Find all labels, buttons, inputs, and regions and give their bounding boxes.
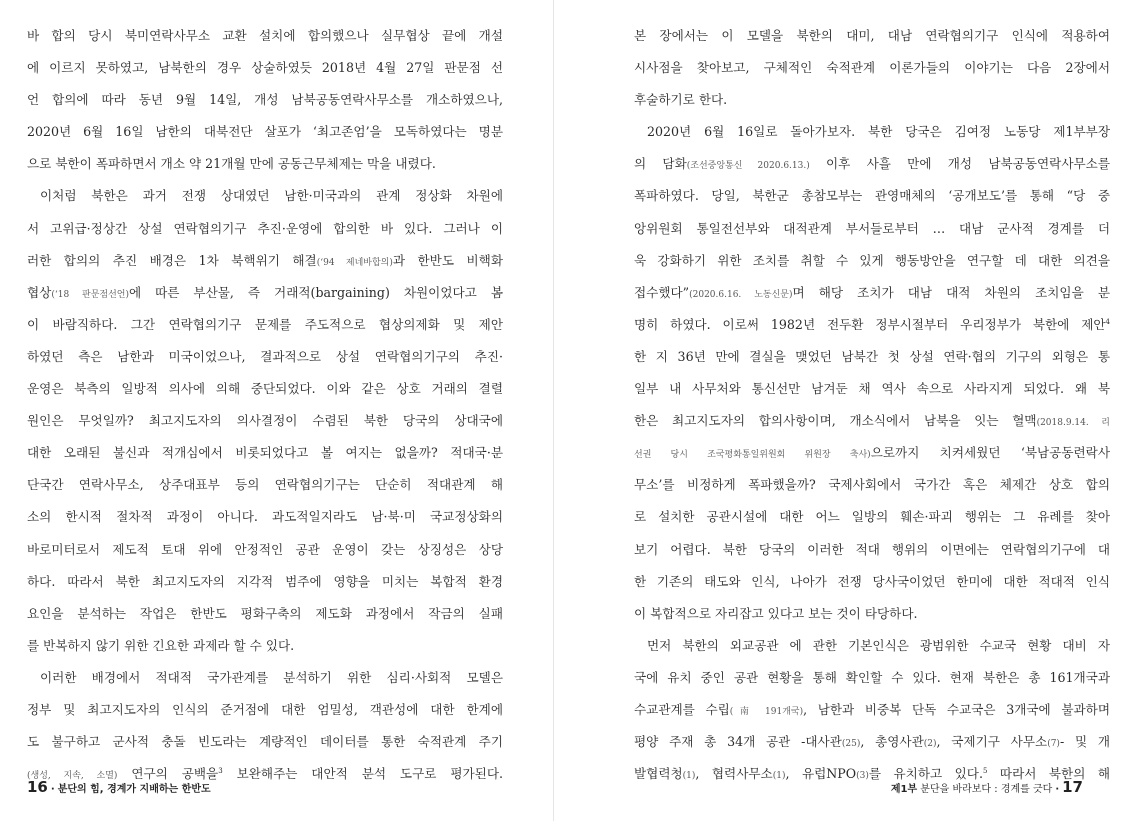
- text-line: 이처럼 북한은 과거 전쟁 상대였던 남한·미국과의 관계 정상화 차원에: [40, 188, 503, 204]
- footer-separator: ·: [50, 784, 55, 795]
- text-line: 수교관계를 수립(南 191개국), 남한과 비중복 단독 수교국은 3개국에 불과하며: [634, 701, 1110, 717]
- footnote-marker: 3: [218, 766, 223, 775]
- text-line: 먼저 북한의 외교공관 에 관한 기본인식은 광범위한 수교국 현황 대비 자: [647, 637, 1110, 653]
- citation: (2018.9.14. 리: [1036, 418, 1110, 429]
- text-line: 로 설치한 공관시설에 대한 어느 일방의 훼손·파괴 행위는 그 유례를 찾아: [634, 509, 1110, 525]
- footer-separator: ·: [1055, 784, 1060, 795]
- text-line: 요인을 분석하는 작업은 한반도 평화구축의 제도화 과정에서 작금의 실패: [27, 605, 503, 621]
- text-line: 국에 유치 중인 공관 현황을 통해 확인할 수 있다. 현재 북한은 총 161개국과: [634, 669, 1110, 685]
- citation: (2020.6.16. 노동신문): [689, 289, 793, 300]
- part-label: 제1부: [890, 784, 918, 795]
- citation: (南 191개국): [729, 706, 804, 717]
- right-page: [570, 0, 1130, 821]
- right-page-footer: [891, 778, 1083, 796]
- left-page: [0, 0, 560, 821]
- citation: (‘18 판문점선언): [51, 289, 129, 300]
- text-line: 발협력청(1), 협력사무소(1), 유럽NPO(3)를 유치하고 있다.$^5$ 따라서 북한의 해: [634, 766, 1110, 782]
- text-line: 이 바람직하다. 그간 연락협의기구 문제를 주도적으로 협상의제화 및 제안: [27, 316, 503, 332]
- citation: 선권 당시 조국평화통일위원회 위원장 축사): [634, 450, 871, 461]
- text-line: 2020년 6월 16일 남한의 대북전단 살포가 ‘최고존엄’을 모독하였다는 명분: [27, 124, 503, 140]
- text-line: 으로 북한이 폭파하면서 개소 약 21개월 만에 공동근무체제는 막을 내렸다.: [27, 156, 436, 172]
- footnote-marker: 5: [982, 766, 988, 775]
- text-line: 언 합의에 따라 동년 9월 14일, 개성 남북공동연락사무소를 개소하였으나,: [27, 92, 503, 108]
- text-line: 를 반복하지 않기 위한 긴요한 과제라 할 수 있다.: [27, 637, 295, 653]
- text-line: 본 장에서는 이 모델을 북한의 대미, 대남 연락협의기구 인식에 적용하여: [634, 28, 1110, 43]
- part-title: 분단을 바라보다 : 경계를 긋다: [920, 784, 1053, 795]
- text-line: 하다. 따라서 북한 최고지도자의 지각적 범주에 영향을 미치는 복합적 환경: [27, 573, 503, 589]
- text-line: 명히 하였다. 이로써 1982년 전두환 정부시절부터 우리정부가 북한에 제안$^4$: [634, 316, 1110, 332]
- text-line: 무소’를 비정하게 폭파했을까? 국제사회에서 국가간 혹은 체제간 상호 합의: [634, 477, 1110, 493]
- text-line: 욱 강화하기 위한 조치를 취할 수 있게 행동방안을 연구할 데 대한 의견을: [634, 252, 1110, 268]
- page-number: 16: [27, 778, 48, 796]
- text-line: 이 복합적으로 자리잡고 있다고 보는 것이 타당하다.: [634, 605, 918, 621]
- text-line: 이러한 배경에서 적대적 국가관계를 분석하기 위한 심리·사회적 모델은: [40, 669, 503, 685]
- text-line: 에 이르지 못하였고, 남북한의 경우 상술하였듯 2018년 4월 27일 판문점 선: [27, 60, 503, 76]
- text-line: 2020년 6월 16일로 돌아가보자. 북한 당국은 김여정 노동당 제1부부장: [647, 124, 1110, 140]
- text-line: 바 합의 당시 북미연락사무소 교환 설치에 합의했으나 실무협상 끝에 개설: [27, 28, 503, 43]
- text-line: 도 불구하고 군사적 충돌 빈도라는 계량적인 데이터를 통한 숙적관계 주기: [27, 734, 503, 750]
- text-line: 대한 오래된 불신과 적개심에서 비롯되었다고 볼 여지는 없을까? 적대국·분: [27, 445, 503, 461]
- citation: (생성, 지속, 소멸): [27, 771, 118, 782]
- text-line: 협상(‘18 판문점선언)에 따른 부산물, 즉 거래적(bargaining) 차원이었다고 봄: [27, 284, 503, 300]
- right-page-body: [634, 20, 1110, 790]
- left-page-body: [27, 20, 503, 790]
- text-line: 한은 최고지도자의 합의사항이며, 개소식에서 남북을 잇는 혈맥(2018.9.14. 리: [634, 413, 1110, 429]
- text-line: 단국간 연락사무소, 상주대표부 등의 연락협의기구는 단순히 적대관계 해: [27, 477, 503, 493]
- text-line: 후술하기로 한다.: [634, 92, 728, 108]
- text-line: 의 담화(조선중앙통신 2020.6.13.) 이후 사흘 만에 개성 남북공동연락사무소를: [634, 156, 1110, 172]
- text-line: 한 기존의 태도와 인식, 나아가 전쟁 당사국이었던 한미에 대한 적대적 인식: [634, 573, 1110, 589]
- text-line: 일부 내 사무처와 통신선만 남겨둔 채 역사 속으로 사라지게 되었다. 왜 북: [634, 381, 1110, 397]
- citation: (조선중앙통신 2020.6.13.): [686, 161, 810, 172]
- text-line: 원인은 무엇일까? 최고지도자의 의사결정이 수렴된 북한 당국의 상대국에: [27, 413, 503, 429]
- text-line: 하였던 측은 남한과 미국이었으나, 결과적으로 상설 연락협의기구의 추진·: [27, 348, 503, 364]
- citation: (‘94 제네바합의): [316, 257, 393, 268]
- footnote-marker: 4: [1105, 317, 1110, 326]
- text-line: 러한 합의의 추진 배경은 1차 북핵위기 해결(‘94 제네바합의)과 한반도 비핵화: [27, 252, 503, 268]
- text-line: 시사점을 찾아보고, 구체적인 숙적관계 이론가들의 이야기는 다음 2장에서: [634, 60, 1110, 76]
- text-line: 정부 및 최고지도자의 인식의 준거점에 대한 엄밀성, 객관성에 대한 한계에: [27, 701, 503, 717]
- text-line: 폭파하였다. 당일, 북한군 총참모부는 관영매체의 ‘공개보도’를 통해 “당 중: [634, 188, 1110, 204]
- text-line: 평양 주재 총 34개 공관 -대사관(25), 총영사관(2), 국제기구 사무소(7)- 및 개: [634, 734, 1110, 750]
- page-gutter: [553, 0, 554, 821]
- book-title: 분단의 힘, 경계가 지배하는 한반도: [57, 784, 211, 795]
- text-line: 운영은 북측의 일방적 의사에 의해 중단되었다. 이와 같은 상호 거래의 결렬: [27, 381, 503, 397]
- text-line: 앙위원회 통일전선부와 대적관계 부서들로부터 … 대남 군사적 경계를 더: [634, 220, 1110, 236]
- text-line: 보기 어렵다. 북한 당국의 이러한 적대 행위의 이면에는 연락협의기구에 대: [634, 541, 1110, 557]
- text-line: (생성, 지속, 소멸) 연구의 공백을$^3$ 보완해주는 대안적 분석 도구로 평가된다.: [27, 766, 503, 782]
- text-line: 바로미터로서 제도적 토대 위에 안정적인 공관 운영이 갖는 상징성은 상당: [27, 541, 503, 557]
- left-page-footer: [27, 778, 211, 796]
- text-line: 소의 한시적 절차적 과정이 아니다. 과도적일지라도 남·북·미 국교정상화의: [27, 509, 503, 525]
- text-line: 선권 당시 조국평화통일위원회 위원장 축사)으로까지 치켜세웠던 ‘북남공동련락사: [634, 445, 1110, 461]
- text-line: 접수했다”(2020.6.16. 노동신문)며 해당 조치가 대남 대적 차원의 조치임을 분: [634, 284, 1110, 300]
- text-line: 한 지 36년 만에 결실을 맺었던 남북간 첫 상설 연락·협의 기구의 외형은 통: [634, 348, 1110, 364]
- page-number: 17: [1062, 778, 1083, 796]
- text-line: 서 고위급·정상간 상설 연락협의기구 추진·운영에 합의한 바 있다. 그러나 이: [27, 220, 503, 236]
